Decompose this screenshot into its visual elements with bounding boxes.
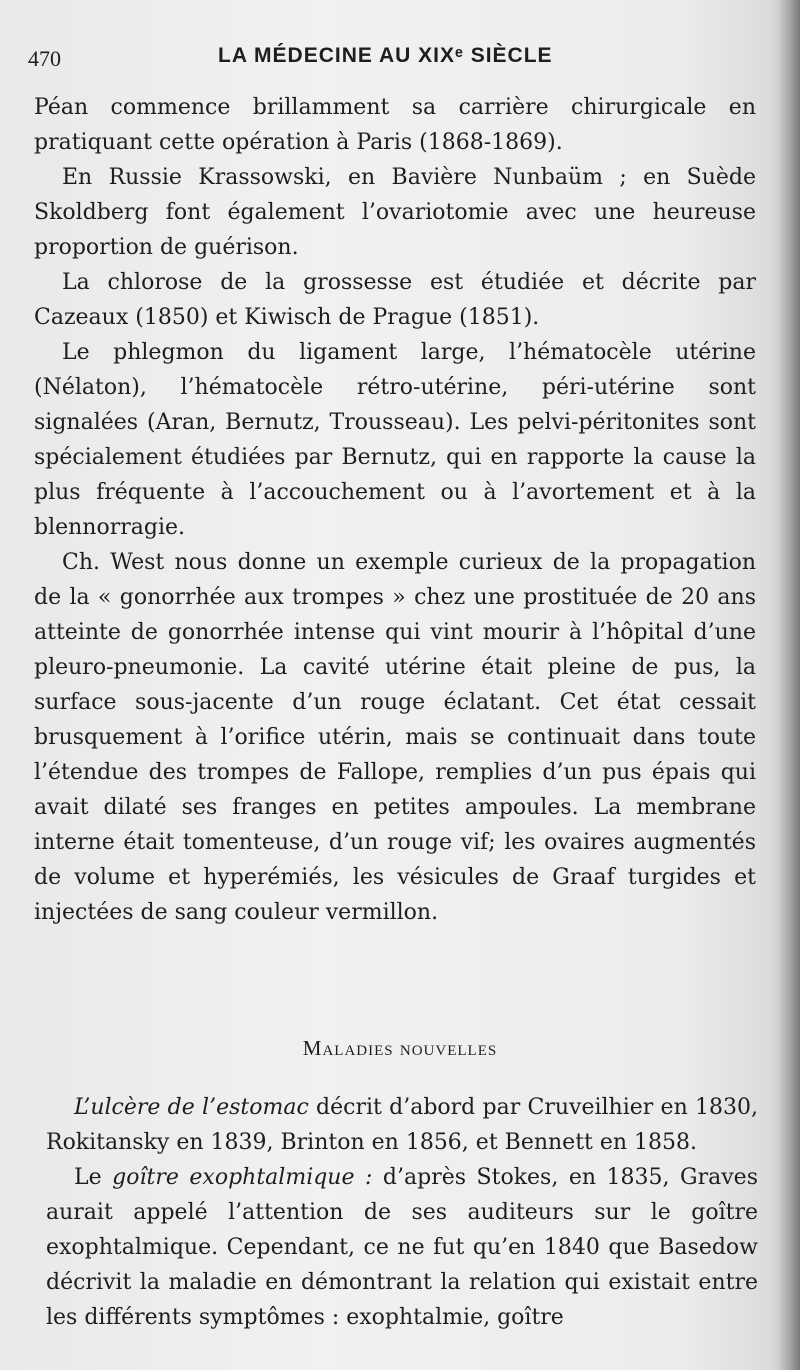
page-header [28,40,760,76]
page-spine-shadow [778,0,800,1370]
paragraph-text: d’après Stokes, en 1835, Graves aurait appelé l’attention de ses auditeurs sur le goître exophtalmique. Cependant, ce ne fut qu’en 1840 que Basedow décrivit la maladie en démontrant la relation qui existait entre les différents symptômes : exophtalmie, goître [46,1165,758,1330]
paragraph [46,1090,758,1160]
page-number: 470 [28,46,61,71]
section-title: Maladies nouvelles [302,1036,498,1060]
paragraph: Ch. West nous donne un exemple curieux de la propagation de la « gonorrhée aux trompes » chez une prostituée de 20 ans atteinte de gonorrhée intense qui vint mourir à l’hôpital d’une pleuro-pneumonie. La cavité utérine était pleine de pus, la surface sous-jacente d’un rouge éclatant. Cet état cessait brusquement à l’orifice utérin, mais se continuait dans toute l’étendue des trompes de Fallope, remplies d’un pus épais qui avait dilaté ses franges en petites ampoules. La membrane interne était tomenteuse, d’un rouge vif; les ovaires augmentés de volume et hyperémiés, les vésicules de Graaf turgides et injectées de sang couleur vermillon. [34,550,756,925]
paragraph: Le phlegmon du ligament large, l’hématocèle utérine (Nélaton), l’hématocèle rétro-utérine, péri-utérine sont signalées (Aran, Bernutz, Trousseau). Les pelvi-péritonites sont spécialement étudiées par Bernutz, qui en rapporte la cause la plus fréquente à l’accouchement ou à l’avortement et à la blennorragie. [34,340,756,540]
paragraph: En Russie Krassowski, en Bavière Nunbaüm ; en Suède Skoldberg font également l’ovariotomie avec une heureuse proportion de guérison. [34,165,756,260]
paragraph-text: décrit d’abord par Cruveilhier en 1830, Rokitansky en 1839, Brinton en 1856, et Bennett en 1858. [46,1095,758,1155]
paragraph-lead: Le [74,1165,113,1190]
paragraph [46,1160,758,1335]
section-text [46,1090,758,1335]
paragraph: La chlorose de la grossesse est étudiée et décrite par Cazeaux (1850) et Kiwisch de Prague (1851). [34,270,756,330]
running-head: LA MÉDECINE AU XIXᵉ SIÈCLE [218,44,553,67]
main-text [34,90,756,930]
italic-term: L’ulcère de l’estomac [74,1095,309,1120]
italic-term: goître exophtalmique : [112,1165,373,1190]
paragraph: Péan commence brillamment sa carrière chirurgicale en pratiquant cette opération à Paris (1868-1869). [34,95,756,155]
